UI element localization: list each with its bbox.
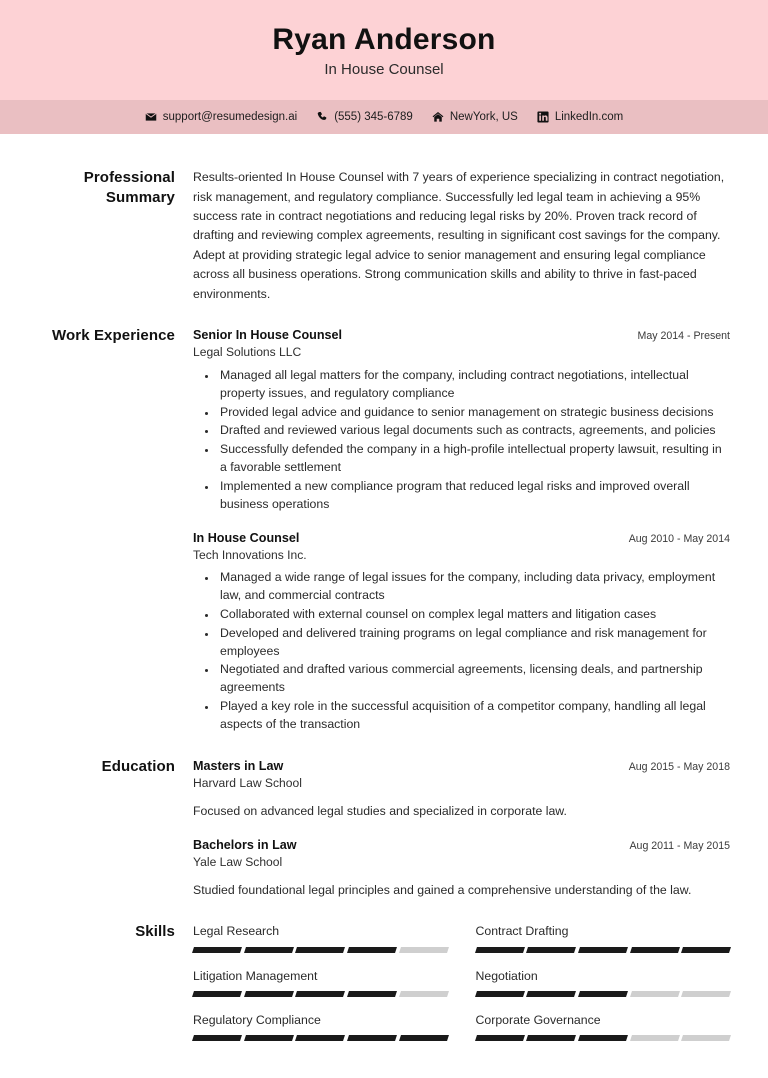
skill-level-bar bbox=[193, 947, 448, 953]
skill-level-segment bbox=[192, 947, 242, 953]
job-bullet: • Implemented a new compliance program that reduced legal risks and improved overall business operations bbox=[217, 478, 730, 514]
skill-name: Corporate Governance bbox=[475, 1013, 601, 1028]
phone-icon bbox=[316, 111, 328, 123]
skill-level-segment bbox=[347, 991, 397, 997]
skills-grid bbox=[193, 922, 730, 1041]
skill-level-segment bbox=[295, 991, 345, 997]
skill-item bbox=[193, 922, 448, 952]
contact-item-phone[interactable] bbox=[316, 111, 413, 123]
education-entry bbox=[193, 757, 730, 821]
skill-level-segment bbox=[526, 991, 576, 997]
summary-text: Results-oriented In House Counsel with 7 years of experience specializing in contract negotiation, risk management, and regulatory compliance. Successfully led legal team in achieving a 95% success rate in contract negotiations and reducing legal risks by 20%. Proven track record of drafting and reviewing complex agreements, resulting in significant cost savings for the company. Adept at providing strategic legal advice to senior management and ensuring legal compliance across all business operations. Strong communication skills and ability to thrive in fast-paced environments. bbox=[193, 170, 725, 301]
candidate-name: Ryan Anderson bbox=[272, 23, 496, 56]
skill-level-segment bbox=[347, 1035, 397, 1041]
job-date: Aug 2010 - May 2014 bbox=[628, 532, 730, 545]
section-professional-summary bbox=[38, 168, 730, 304]
contact-text: support@resumedesign.ai bbox=[162, 111, 298, 124]
skill-level-bar bbox=[476, 991, 731, 997]
contact-text: NewYork, US bbox=[449, 111, 518, 124]
skill-level-segment bbox=[399, 947, 449, 953]
skill-level-segment bbox=[578, 1035, 628, 1041]
job-title: Senior In House Counsel bbox=[193, 328, 343, 343]
job-bullet-list bbox=[193, 367, 730, 514]
job-bullet: • Played a key role in the successful acquisition of a competitor company, handling all legal aspects of the transaction bbox=[217, 698, 730, 734]
degree-title: Bachelors in Law bbox=[193, 837, 297, 852]
skill-level-segment bbox=[244, 991, 294, 997]
skill-level-segment bbox=[681, 1035, 731, 1041]
skill-level-segment bbox=[630, 947, 680, 953]
skill-level-segment bbox=[681, 991, 731, 997]
contact-text: LinkedIn.com bbox=[554, 111, 624, 124]
skill-level-segment bbox=[630, 991, 680, 997]
contact-text: (555) 345-6789 bbox=[334, 111, 413, 124]
job-bullet: • Successfully defended the company in a high-profile intellectual property lawsuit, resulting in a favorable settlement bbox=[217, 441, 730, 477]
envelope-icon bbox=[145, 111, 157, 123]
section-label-education: Education bbox=[101, 757, 175, 775]
job-bullet: • Managed all legal matters for the company, including contract negotiations, intellectual property issues, and regulatory compliance bbox=[217, 367, 730, 403]
linkedin-icon bbox=[537, 111, 549, 123]
resume-body bbox=[0, 134, 768, 1041]
skill-level-bar bbox=[476, 1035, 731, 1041]
experience-entry bbox=[193, 326, 730, 513]
job-bullet: • Drafted and reviewed various legal documents such as contracts, agreements, and policies bbox=[217, 422, 730, 440]
skill-name: Negotiation bbox=[475, 968, 538, 983]
school-name: Yale Law School bbox=[193, 855, 283, 870]
skill-level-segment bbox=[526, 1035, 576, 1041]
job-bullet: • Managed a wide range of legal issues for the company, including data privacy, employment law, and commercial contracts bbox=[217, 569, 730, 605]
job-date: May 2014 - Present bbox=[637, 330, 730, 343]
skill-level-segment bbox=[192, 1035, 242, 1041]
section-education bbox=[38, 757, 730, 900]
school-name: Harvard Law School bbox=[193, 775, 302, 790]
skill-level-segment bbox=[526, 947, 576, 953]
skill-level-bar bbox=[476, 947, 731, 953]
skill-item bbox=[476, 967, 731, 997]
skill-level-segment bbox=[399, 1035, 449, 1041]
job-bullet: • Provided legal advice and guidance to senior management on strategic business decisions bbox=[217, 404, 730, 422]
contact-bar bbox=[0, 100, 768, 134]
contact-item-linkedin[interactable] bbox=[537, 111, 623, 123]
skill-level-segment bbox=[244, 1035, 294, 1041]
skill-level-segment bbox=[630, 1035, 680, 1041]
skill-item bbox=[193, 967, 448, 997]
job-title: In House Counsel bbox=[193, 530, 300, 545]
job-company: Legal Solutions LLC bbox=[193, 345, 302, 360]
experience-entry-header bbox=[193, 326, 730, 344]
skill-name: Legal Research bbox=[193, 924, 280, 939]
education-entry-header bbox=[193, 836, 730, 854]
contact-item-home[interactable] bbox=[432, 111, 518, 123]
experience-entry bbox=[193, 529, 730, 734]
section-label-experience: Work Experience bbox=[52, 327, 175, 345]
skill-level-segment bbox=[192, 991, 242, 997]
skill-level-segment bbox=[347, 947, 397, 953]
skill-level-segment bbox=[295, 947, 345, 953]
skill-level-segment bbox=[295, 1035, 345, 1041]
education-entry-header bbox=[193, 757, 730, 775]
skill-level-segment bbox=[475, 947, 525, 953]
candidate-headline: In House Counsel bbox=[324, 61, 444, 79]
home-icon bbox=[432, 111, 444, 123]
job-bullet: • Negotiated and drafted various commercial agreements, licensing deals, and partnership agreements bbox=[217, 661, 730, 697]
education-entry bbox=[193, 836, 730, 900]
job-bullet: • Collaborated with external counsel on complex legal matters and litigation cases bbox=[217, 606, 730, 624]
section-label-skills: Skills bbox=[135, 923, 175, 941]
skill-level-segment bbox=[399, 991, 449, 997]
contact-item-envelope[interactable] bbox=[145, 111, 297, 123]
degree-date: Aug 2015 - May 2018 bbox=[628, 760, 730, 773]
section-work-experience bbox=[38, 326, 730, 735]
skill-name: Regulatory Compliance bbox=[193, 1013, 321, 1028]
degree-date: Aug 2011 - May 2015 bbox=[629, 839, 730, 852]
skill-level-segment bbox=[475, 1035, 525, 1041]
skill-level-bar bbox=[193, 991, 448, 997]
skill-level-segment bbox=[578, 947, 628, 953]
skill-level-segment bbox=[578, 991, 628, 997]
section-label-summary: Professional Summary bbox=[83, 169, 175, 206]
skill-level-segment bbox=[475, 991, 525, 997]
degree-title: Masters in Law bbox=[193, 758, 284, 773]
skill-item bbox=[193, 1011, 448, 1041]
resume-header bbox=[0, 0, 768, 100]
job-bullet: • Developed and delivered training programs on legal compliance and risk management for employees bbox=[217, 625, 730, 661]
skill-level-segment bbox=[681, 947, 731, 953]
section-skills bbox=[38, 922, 730, 1041]
education-description: Studied foundational legal principles and gained a comprehensive understanding of the law. bbox=[193, 882, 692, 897]
skill-item bbox=[476, 1011, 731, 1041]
skill-name: Contract Drafting bbox=[475, 924, 569, 939]
job-bullet-list bbox=[193, 569, 730, 733]
skill-item bbox=[476, 922, 731, 952]
education-description: Focused on advanced legal studies and specialized in corporate law. bbox=[193, 803, 567, 818]
skill-name: Litigation Management bbox=[193, 968, 318, 983]
job-company: Tech Innovations Inc. bbox=[193, 547, 307, 562]
skill-level-bar bbox=[193, 1035, 448, 1041]
skill-level-segment bbox=[244, 947, 294, 953]
experience-entry-header bbox=[193, 529, 730, 547]
